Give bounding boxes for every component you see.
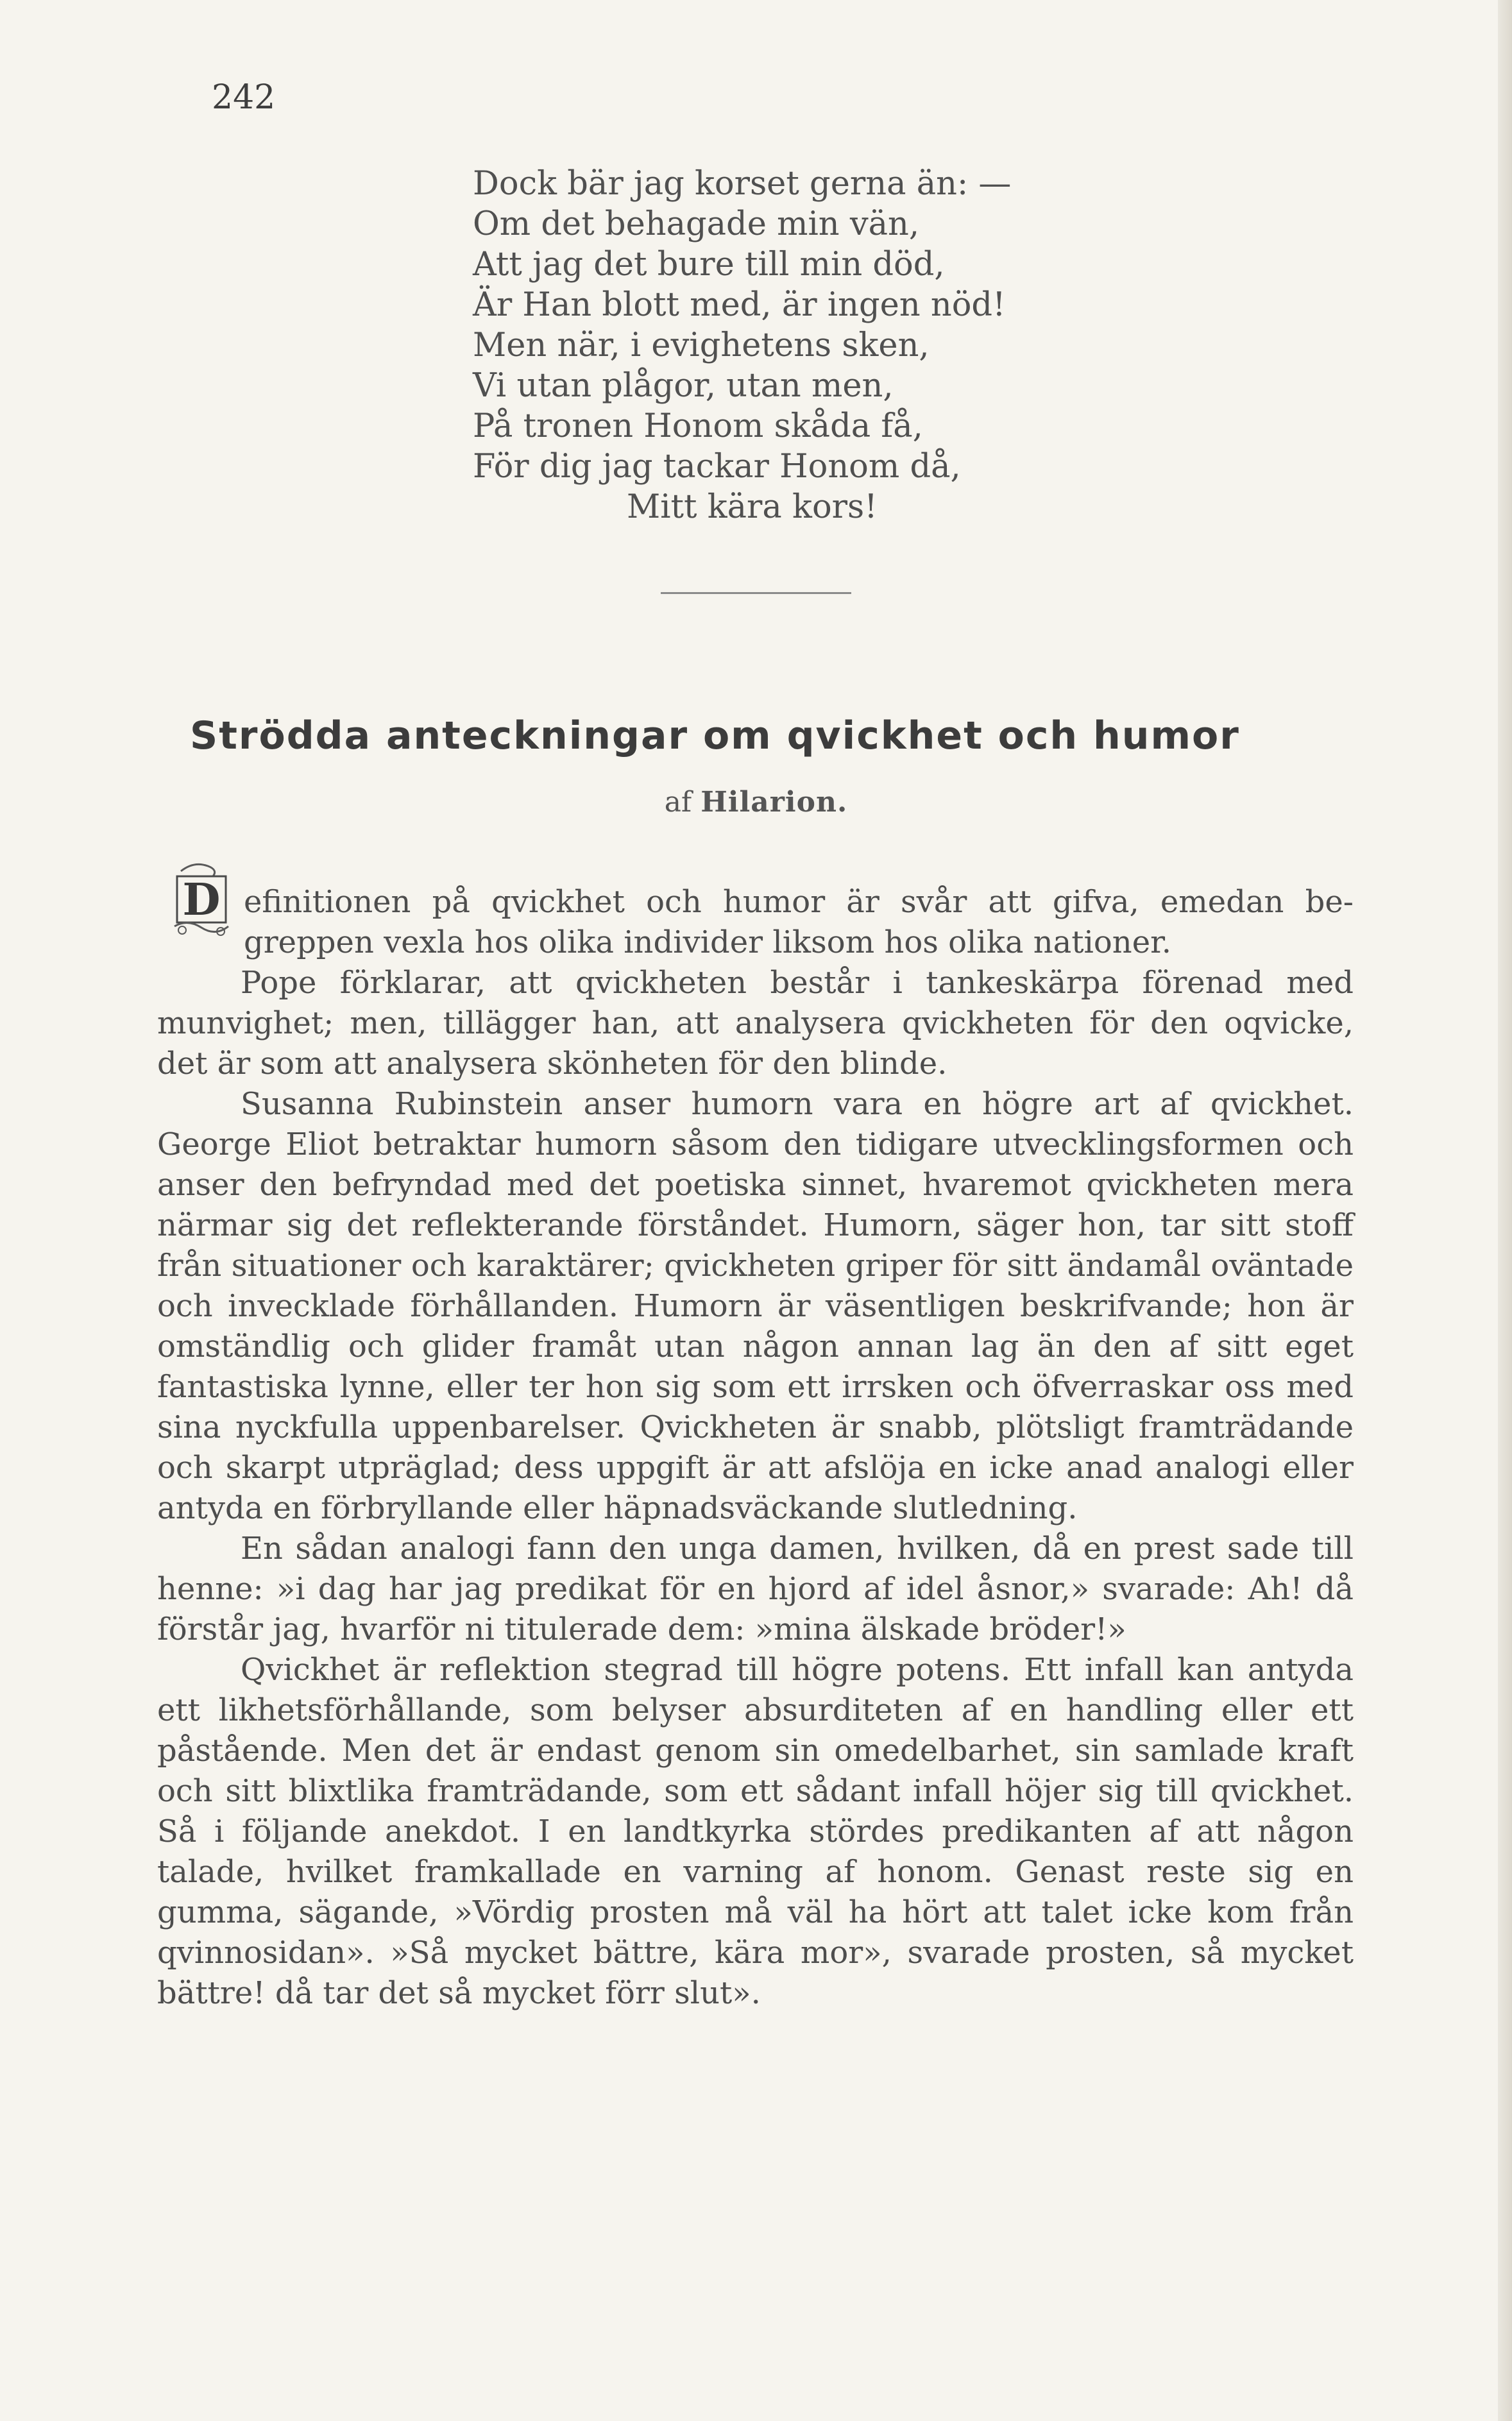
- section-divider: [661, 592, 851, 594]
- poem-line: För dig jag tackar Honom då,: [473, 448, 961, 486]
- poem-line: Dock bär jag korset gerna än: —: [473, 165, 1012, 203]
- byline-prefix: af: [664, 786, 692, 819]
- page-edge: [1498, 0, 1512, 2421]
- paragraph: Pope förklarar, att qvickheten består i tankeskärpa förenad med munvighet; men, tillägger han, att analysera qvickheten för den oqvicke, det är som att analysera skönheten för den blinde.: [157, 965, 1354, 1082]
- poem: [473, 164, 1011, 527]
- page-number: 242: [212, 78, 276, 117]
- paragraph: efinitionen på qvickhet och humor är svår att gifva, emedan begreppen vexla hos olika individer liksom hos olika nationer.: [244, 884, 1354, 960]
- paragraph: Qvickhet är reflektion stegrad till högre potens. Ett infall kan antyda ett likhetsförhållande, som belyser absurditeten af en handling eller ett påstående. Men det är endast genom sin omedelbarhet, sin samlade kraft och sitt blixtlika framträdande, som ett sådant infall höjer sig till qvickhet. Så i följande anekdot. I en landtkyrka stördes predikanten af att någon talade, hvilket framkallade en varning af honom. Genast reste sig en gumma, sägande, »Vördig prosten må väl ha hört att talet icke kom från qvinnosidan». »Så mycket bättre, kära mor», svarade prosten, så mycket bättre! då tar det så mycket förr slut».: [157, 1652, 1354, 2011]
- paragraph: En sådan analogi fann den unga damen, hvilken, då en prest sade till henne: »i dag har jag predikat för en hjord af idel åsnor,» svarade: Ah! då förstår jag, hvarför ni titulerade dem: »mina älskade bröder!»: [157, 1531, 1354, 1647]
- poem-line: På tronen Honom skåda få,: [473, 407, 923, 445]
- dropcap-letter: D: [182, 874, 221, 926]
- poem-closing-line: Mitt kära kors!: [627, 488, 878, 526]
- article-body: [157, 882, 1354, 2014]
- article-title: Strödda anteckningar om qvickhet och humor: [190, 713, 1240, 758]
- poem-line: Vi utan plågor, utan men,: [473, 367, 894, 405]
- poem-line: Är Han blott med, är ingen nöd!: [473, 286, 1006, 324]
- paragraph: Susanna Rubinstein anser humorn vara en högre art af qvickhet. George Eliot betraktar humorn såsom den tidigare utvecklingsformen och anser den befryndad med det poetiska sinnet, hvaremot qvickheten mera närmar sig det reflekterande förståndet. Humorn, säger hon, tar sitt stoff från situationer och karaktärer; qvickheten griper för sitt ändamål oväntade och invecklade förhållanden. Humorn är väsentligen beskrifvande; hon är omständlig och glider framåt utan någon annan lag än den af sitt eget fantastiska lynne, eller ter hon sig som ett irrsken och öfverraskar oss med sina nyckfulla uppenbarelser. Qvickheten är snabb, plötsligt framträdande och skarpt utpräglad; dess uppgift är att afslöja en icke anad analogi eller antyda en förbryllande eller häpnadsväckande slutledning.: [157, 1086, 1354, 1526]
- poem-line: Men när, i evighetens sken,: [473, 327, 930, 364]
- author-name: Hilarion.: [701, 786, 848, 819]
- poem-line: Om det behagade min vän,: [473, 205, 920, 243]
- byline: [0, 786, 1512, 819]
- poem-line: Att jag det bure till min död,: [473, 246, 945, 284]
